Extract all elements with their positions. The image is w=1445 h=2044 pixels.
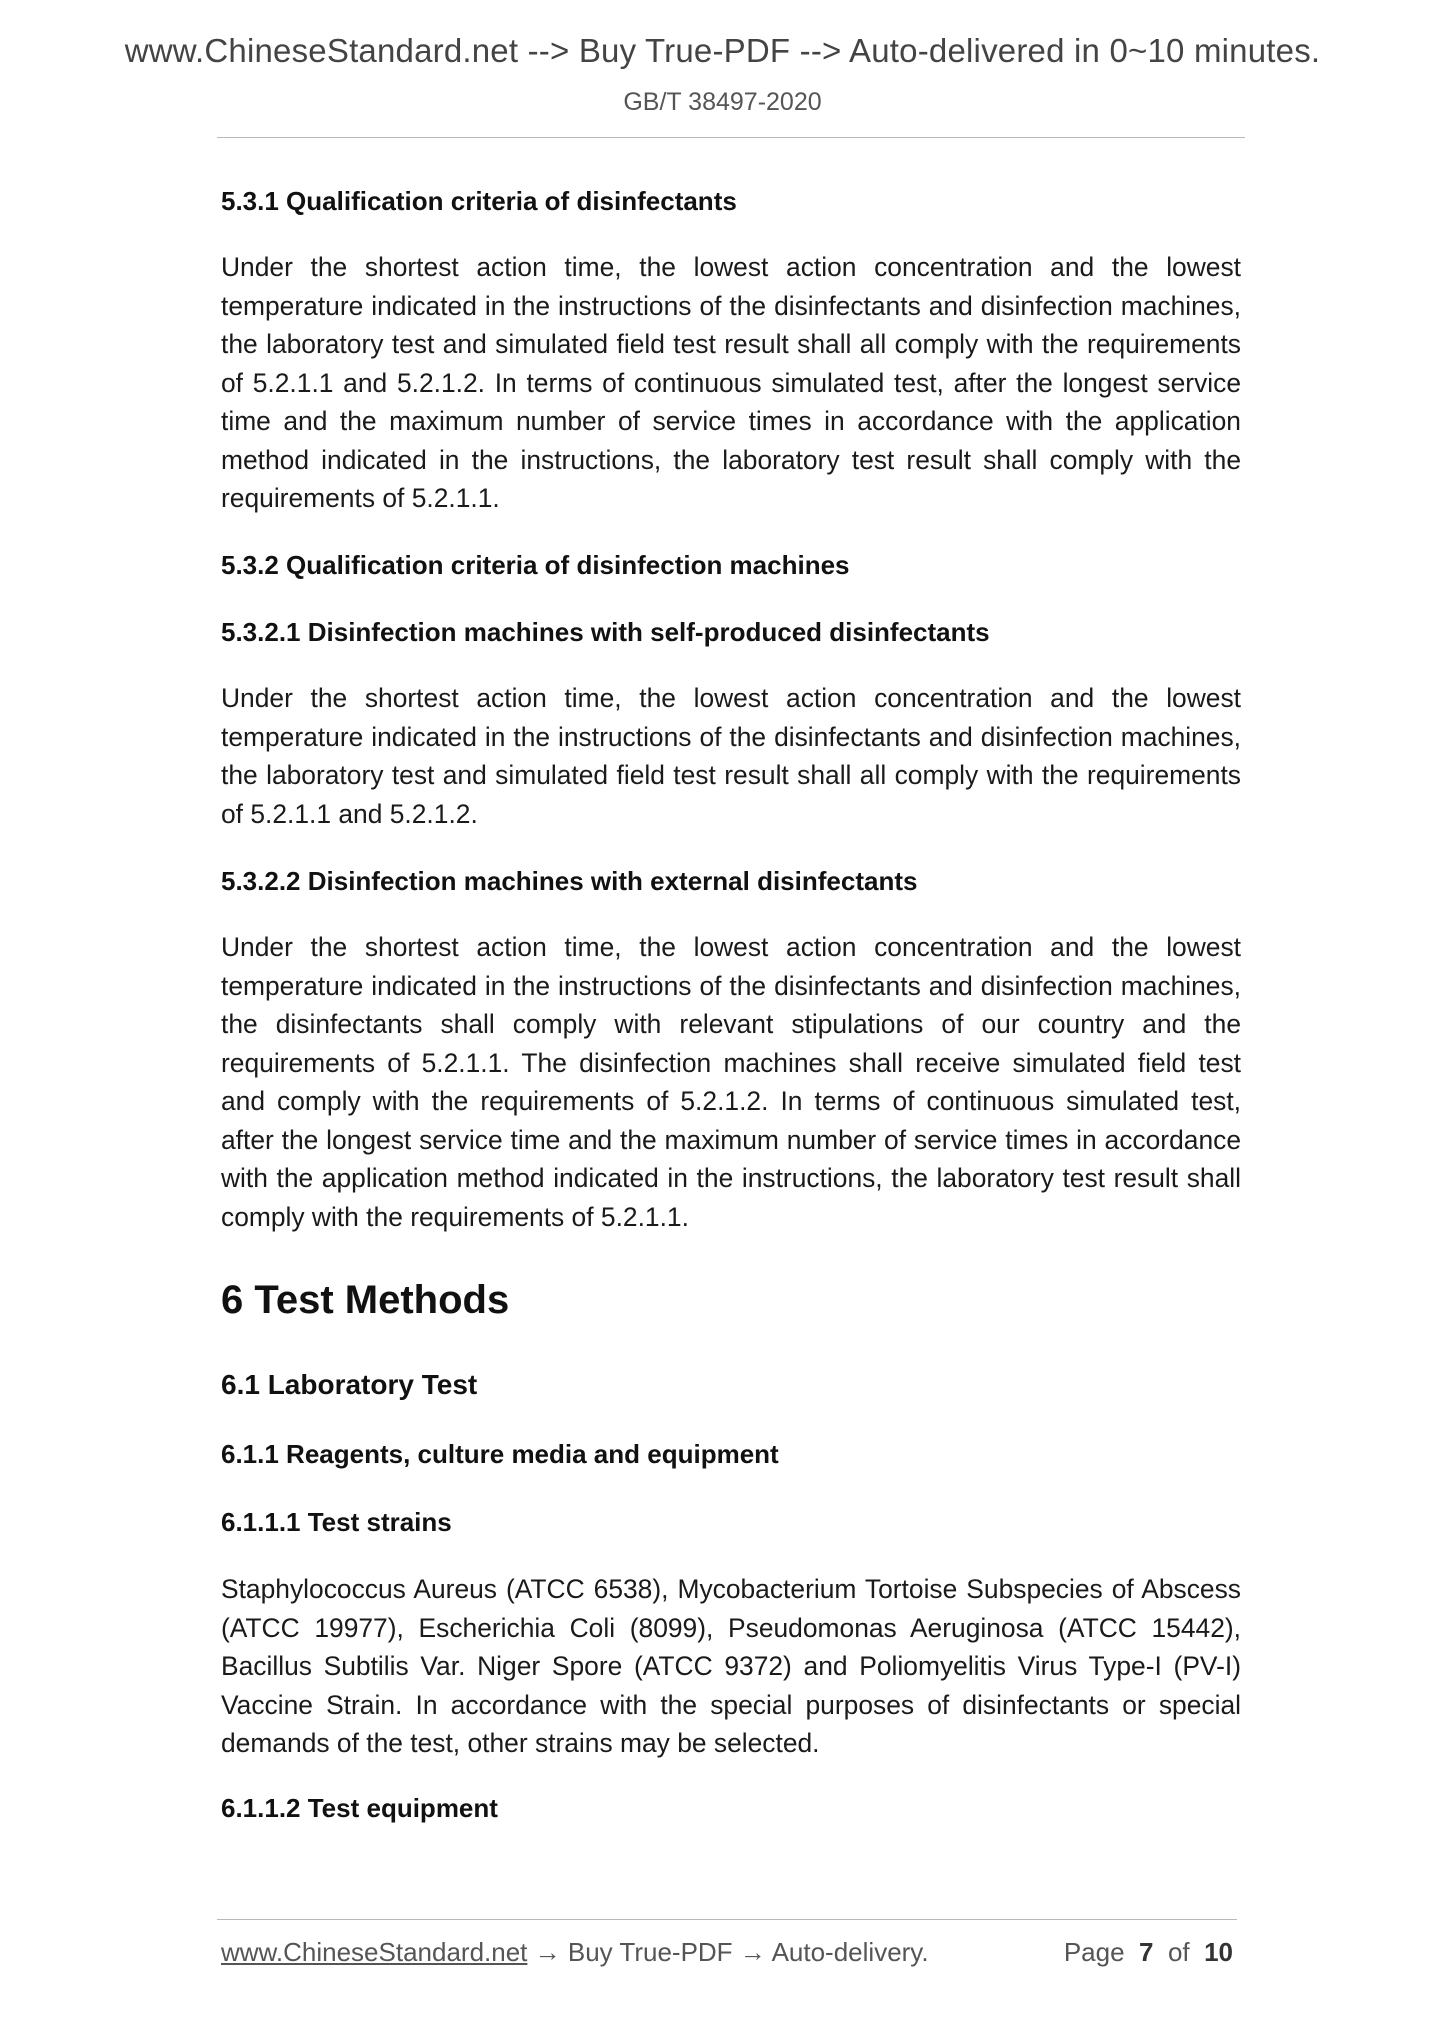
- heading-5-3-2-2: 5.3.2.2 Disinfection machines with external disinfectants: [221, 866, 918, 896]
- heading-5-3-2: 5.3.2 Qualification criteria of disinfection machines: [221, 550, 850, 580]
- heading-6-1-1-1: 6.1.1.1 Test strains: [221, 1507, 452, 1537]
- page-number: 7: [1139, 1937, 1154, 1967]
- footer-tagline: → Buy True-PDF → Auto-delivery.: [527, 1937, 929, 1967]
- heading-6: 6 Test Methods: [221, 1278, 510, 1322]
- heading-5-3-1: 5.3.1 Qualification criteria of disinfectants: [221, 186, 737, 216]
- document-id: GB/T 38497-2020: [623, 88, 822, 116]
- footer-link[interactable]: www.ChineseStandard.net: [221, 1937, 528, 1967]
- paragraph-5-3-2-2: Under the shortest action time, the lowest action concentration and the lowest temperature indicated in the instructions of the disinfectants and disinfection machines, the disinfectants shall comply with relevant stipulations of our country and the requirements of 5.2.1.1. The disinfection machines shall receive simulated field test and comply with the requirements of 5.2.1.2. In terms of continuous simulated test, after the longest service time and the maximum number of service times in accordance with the application method indicated in the instructions, the laboratory test result shall comply with the requirements of 5.2.1.1.: [221, 932, 1241, 1232]
- paragraph-5-3-2-1: Under the shortest action time, the lowest action concentration and the lowest temperature indicated in the instructions of the disinfectants and disinfection machines, the laboratory test and simulated field test result shall all comply with the requirements of 5.2.1.1 and 5.2.1.2.: [221, 683, 1241, 829]
- page-total: 10: [1204, 1937, 1233, 1967]
- page-footer: [221, 1937, 1233, 1968]
- heading-6-1: 6.1 Laboratory Test: [221, 1369, 478, 1400]
- heading-6-1-1: 6.1.1 Reagents, culture media and equipment: [221, 1439, 779, 1469]
- footer-divider: [217, 1919, 1237, 1920]
- paragraph-6-1-1-1: Staphylococcus Aureus (ATCC 6538), Mycobacterium Tortoise Subspecies of Abscess (ATCC 19977), Escherichia Coli (8099), Pseudomonas Aeruginosa (ATCC 15442), Bacillus Subtilis Var. Niger Spore (ATCC 9372) and Poliomyelitis Virus Type-I (PV-I) Vaccine Strain. In accordance with the special purposes of disinfectants or special demands of the test, other strains may be selected.: [221, 1574, 1241, 1758]
- heading-5-3-2-1: 5.3.2.1 Disinfection machines with self-produced disinfectants: [221, 617, 990, 647]
- header-divider: [217, 137, 1245, 138]
- page-indicator: [1064, 1937, 1233, 1968]
- page-label: Page: [1063, 1937, 1125, 1967]
- of-label: of: [1167, 1937, 1190, 1967]
- page-header-banner: www.ChineseStandard.net --> Buy True-PDF --> Auto-delivered in 0~10 minutes.: [124, 32, 1321, 69]
- heading-6-1-1-2: 6.1.1.2 Test equipment: [221, 1793, 498, 1823]
- paragraph-5-3-1: Under the shortest action time, the lowest action concentration and the lowest temperature indicated in the instructions of the disinfectants and disinfection machines, the laboratory test and simulated field test result shall all comply with the requirements of 5.2.1.1 and 5.2.1.2. In terms of continuous simulated test, after the longest service time and the maximum number of service times in accordance with the application method indicated in the instructions, the laboratory test result shall comply with the requirements of 5.2.1.1.: [221, 252, 1241, 513]
